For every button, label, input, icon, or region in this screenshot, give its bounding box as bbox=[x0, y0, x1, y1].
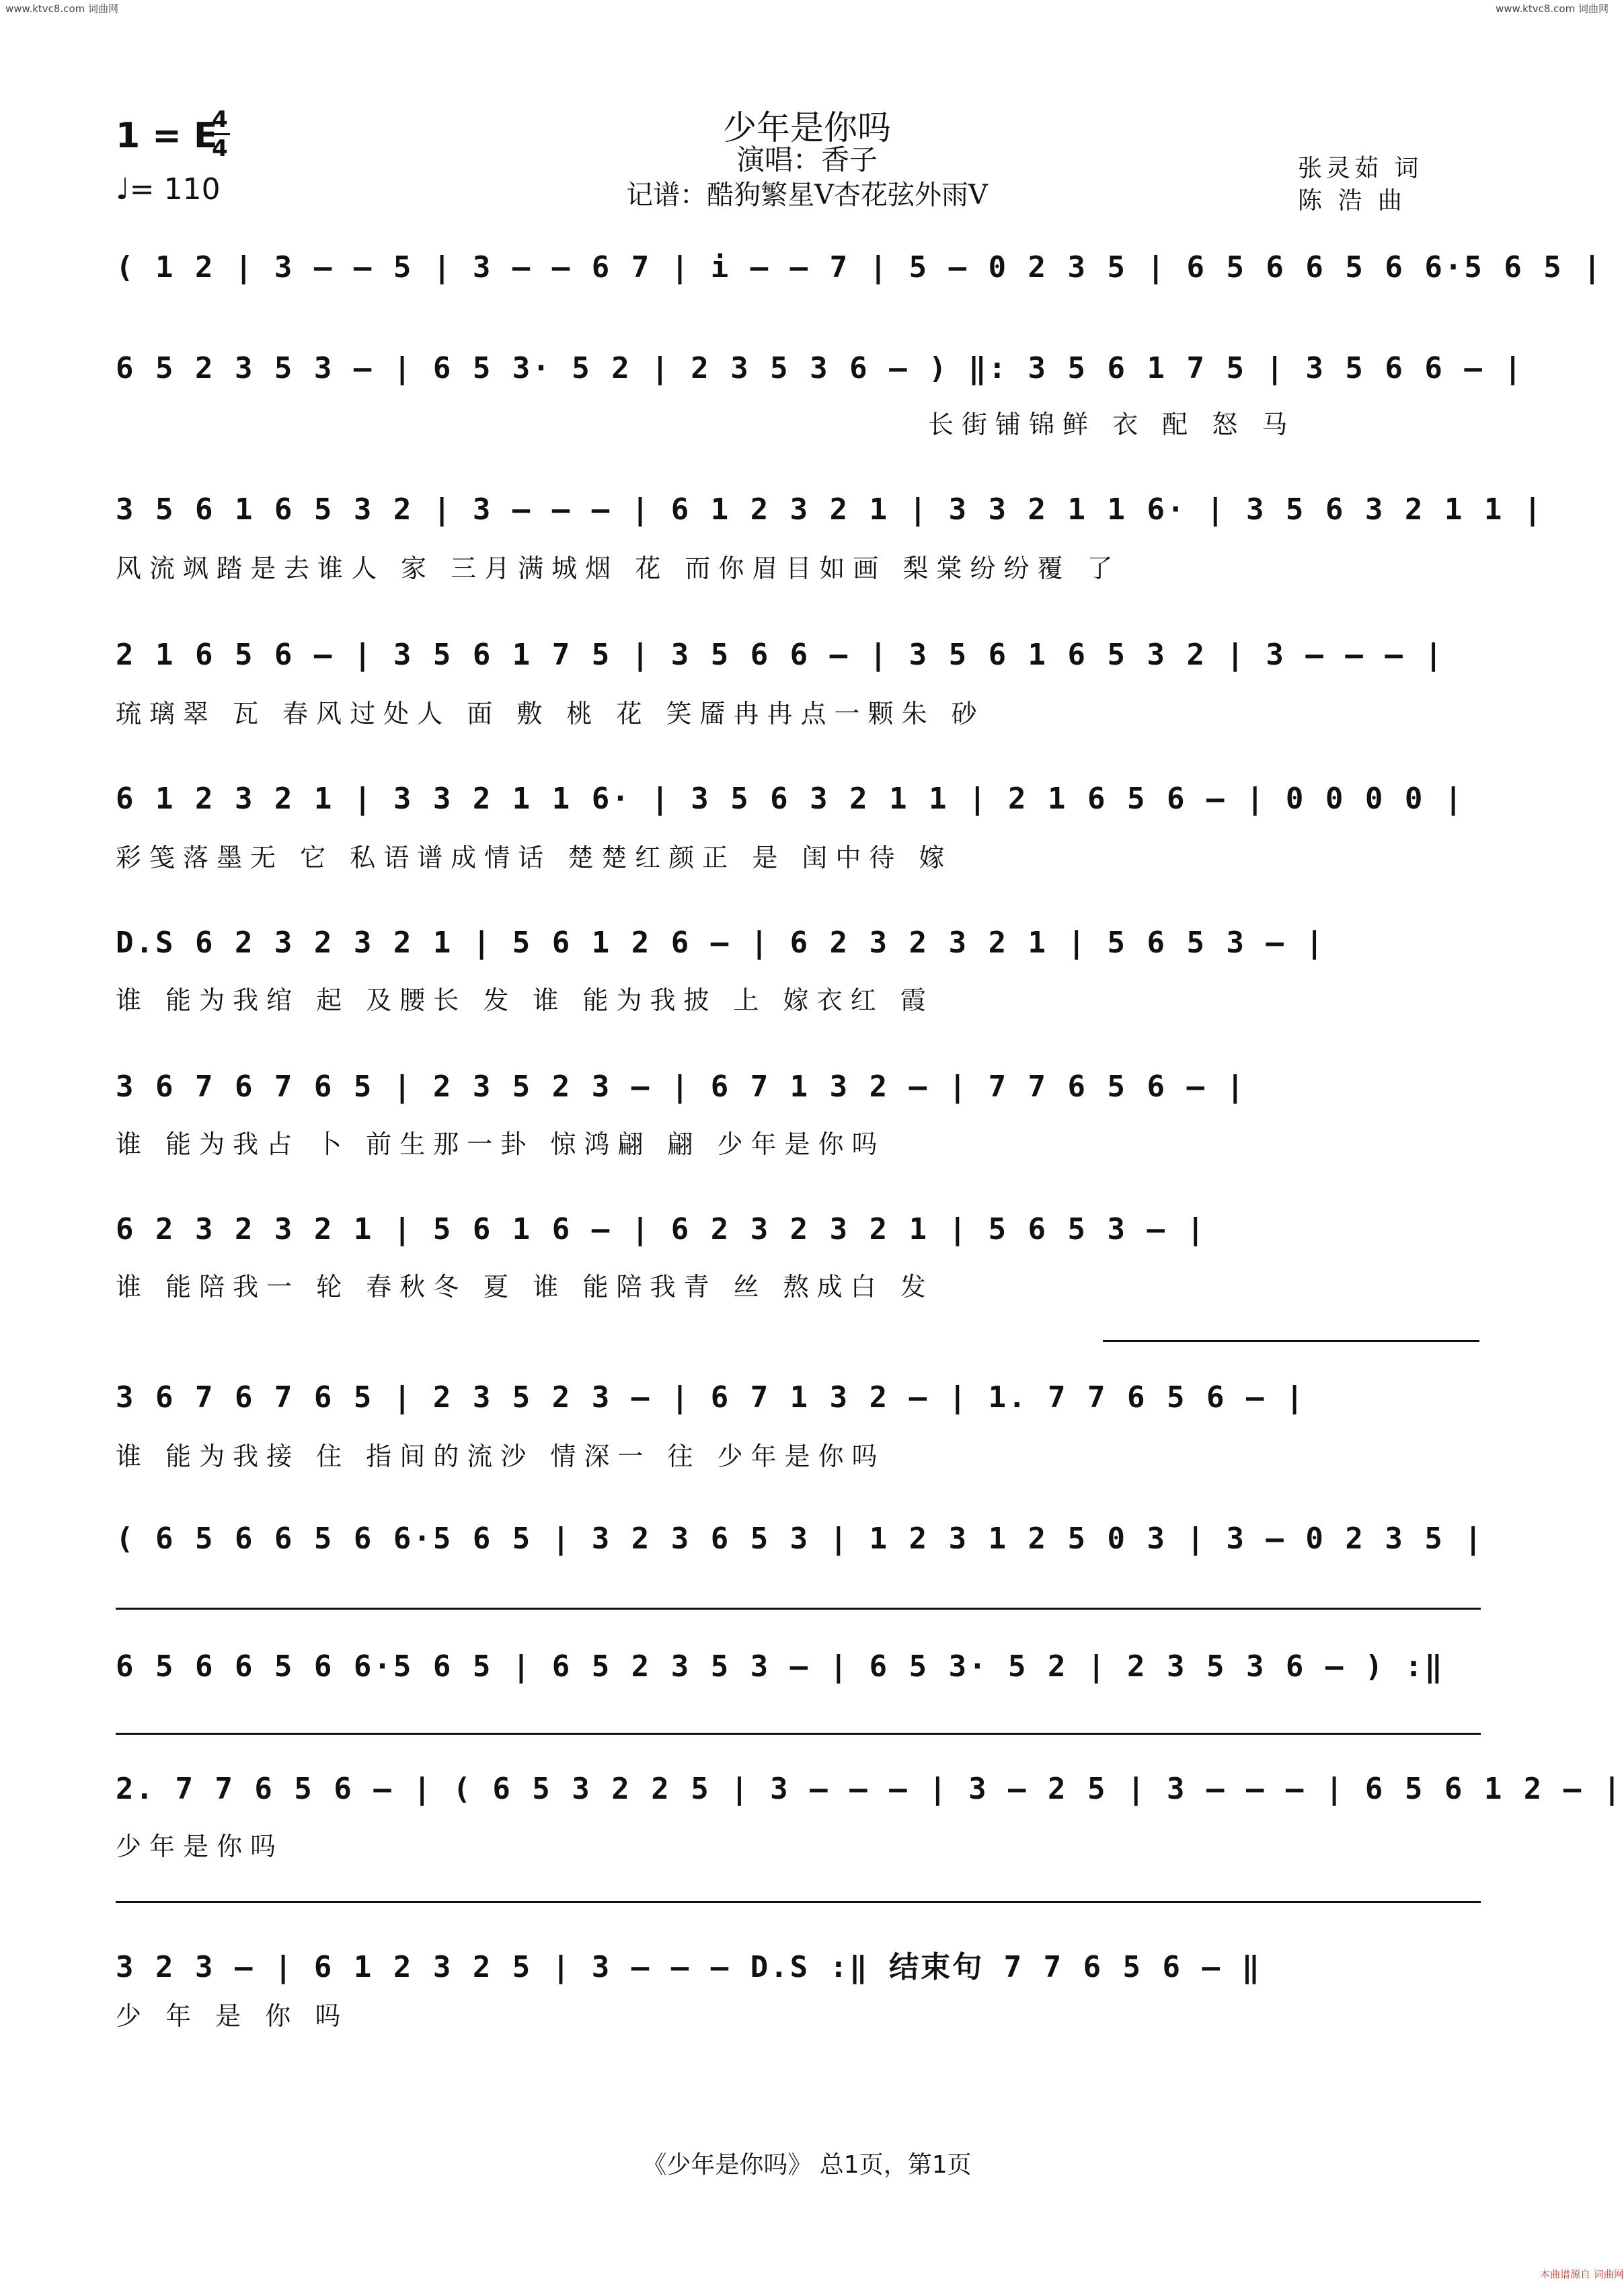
meter-bottom: 4 bbox=[212, 135, 228, 162]
lyric-row-12: 少年是你吗 bbox=[116, 1832, 284, 1861]
lyric-row-4: 琉璃翠 瓦 春风过处人 面 敷 桃 花 笑靥冉冉点一颗朱 砂 bbox=[116, 699, 985, 728]
coda-bracket bbox=[116, 1901, 1481, 1903]
notation-row-4: 2 1 6 5 6 – | 3 5 6 1 7 5 | 3 5 6 6 – | 3 5 6 1 6 5 3 2 | 3 – – – | bbox=[116, 638, 1444, 672]
notation-row-11: 6 5 6 6 5 6 6·5 6 5 | 6 5 2 3 5 3 – | 6 5 3· 5 2 | 2 3 5 3 6 – ) :‖ bbox=[116, 1649, 1444, 1684]
lyric-row-2: 长街铺锦鲜 衣 配 怒 马 bbox=[928, 410, 1296, 439]
volta-1-bracket bbox=[1103, 1340, 1479, 1342]
notation-row-10: ( 6 5 6 6 5 6 6·5 6 5 | 3 2 3 6 5 3 | 1 2 3 1 2 5 0 3 | 3 – 0 2 3 5 | bbox=[116, 1522, 1484, 1556]
repeat-bracket-line bbox=[116, 1608, 1481, 1610]
singer-credit: 演唱：香子 bbox=[736, 143, 878, 176]
key-signature: 1 = E bbox=[116, 116, 218, 156]
lyric-row-9: 谁 能为我接 住 指间的流沙 情深一 往 少年是你吗 bbox=[116, 1442, 886, 1471]
lyric-row-5: 彩笺落墨无 它 私语谱成情话 楚楚红颜正 是 闺中待 嫁 bbox=[116, 843, 953, 872]
notation-row-3: 3 5 6 1 6 5 3 2 | 3 – – – | 6 1 2 3 2 1 | 3 3 2 1 1 6· | 3 5 6 3 2 1 1 | bbox=[116, 492, 1544, 527]
notation-row-1: ( 1 2 | 3 – – 5 | 3 – – 6 7 | i – – 7 | 5 – 0 2 3 5 | 6 5 6 6 5 6 6·5 6 5 | bbox=[116, 250, 1603, 285]
lyric-row-3: 风流飒踏是去谁人 家 三月满城烟 花 而你眉目如画 梨棠纷纷覆 了 bbox=[116, 554, 1121, 583]
site-watermark-right: www.ktvc8.com 词曲网 bbox=[1495, 3, 1609, 15]
page-footer: 《少年是你吗》 总1页，第1页 bbox=[642, 2151, 972, 2179]
notation-row-2: 6 5 2 3 5 3 – | 6 5 3· 5 2 | 2 3 5 3 6 – ) ‖: 3 5 6 1 7 5 | 3 5 6 6 – | bbox=[116, 351, 1524, 385]
corner-watermark: 本曲谱源自 词曲网 bbox=[1540, 2268, 1624, 2280]
lyricist-credit: 张灵茹 词 bbox=[1298, 155, 1423, 182]
notation-row-12: 2. 7 7 6 5 6 – | ( 6 5 3 2 2 5 | 3 – – – | 3 – 2 5 | 3 – – – | 6 5 6 1 2 – | bbox=[116, 1772, 1623, 1806]
song-title: 少年是你吗 bbox=[723, 108, 891, 147]
lyric-row-13: 少 年 是 你 吗 bbox=[116, 2001, 349, 2031]
notation-row-5: 6 1 2 3 2 1 | 3 3 2 1 1 6· | 3 5 6 3 2 1 1 | 2 1 6 5 6 – | 0 0 0 0 | bbox=[116, 782, 1465, 816]
meter-top: 4 bbox=[212, 106, 228, 133]
lyric-row-8: 谁 能陪我一 轮 春秋冬 夏 谁 能陪我青 丝 熬成白 发 bbox=[116, 1272, 934, 1302]
lyric-row-7: 谁 能为我占 卜 前生那一卦 惊鸿翩 翩 少年是你吗 bbox=[116, 1129, 886, 1159]
notation-row-13: 3 2 3 – | 6 1 2 3 2 5 | 3 – – – D.S :‖ 结束句 7 7 6 5 6 – ‖ bbox=[116, 1950, 1262, 1984]
notation-row-6: D.S 6 2 3 2 3 2 1 | 5 6 1 2 6 – | 6 2 3 2 3 2 1 | 5 6 5 3 – | bbox=[116, 926, 1325, 960]
notation-row-8: 6 2 3 2 3 2 1 | 5 6 1 6 – | 6 2 3 2 3 2 1 | 5 6 5 3 – | bbox=[116, 1212, 1206, 1246]
volta-2-bracket bbox=[116, 1733, 1481, 1735]
notator-credit: 记谱：酷狗繁星V杏花弦外雨V bbox=[626, 180, 988, 211]
notation-row-7: 3 6 7 6 7 6 5 | 2 3 5 2 3 – | 6 7 1 3 2 – | 7 7 6 5 6 – | bbox=[116, 1070, 1246, 1104]
notation-row-9: 3 6 7 6 7 6 5 | 2 3 5 2 3 – | 6 7 1 3 2 – | 1. 7 7 6 5 6 – | bbox=[116, 1380, 1306, 1415]
site-watermark-left: www.ktvc8.com 词曲网 bbox=[5, 3, 119, 15]
lyric-row-6: 谁 能为我绾 起 及腰长 发 谁 能为我披 上 嫁衣红 霞 bbox=[116, 985, 934, 1015]
composer-credit: 陈 浩 曲 bbox=[1298, 187, 1406, 215]
tempo-marking: ♩= 110 bbox=[116, 172, 221, 207]
